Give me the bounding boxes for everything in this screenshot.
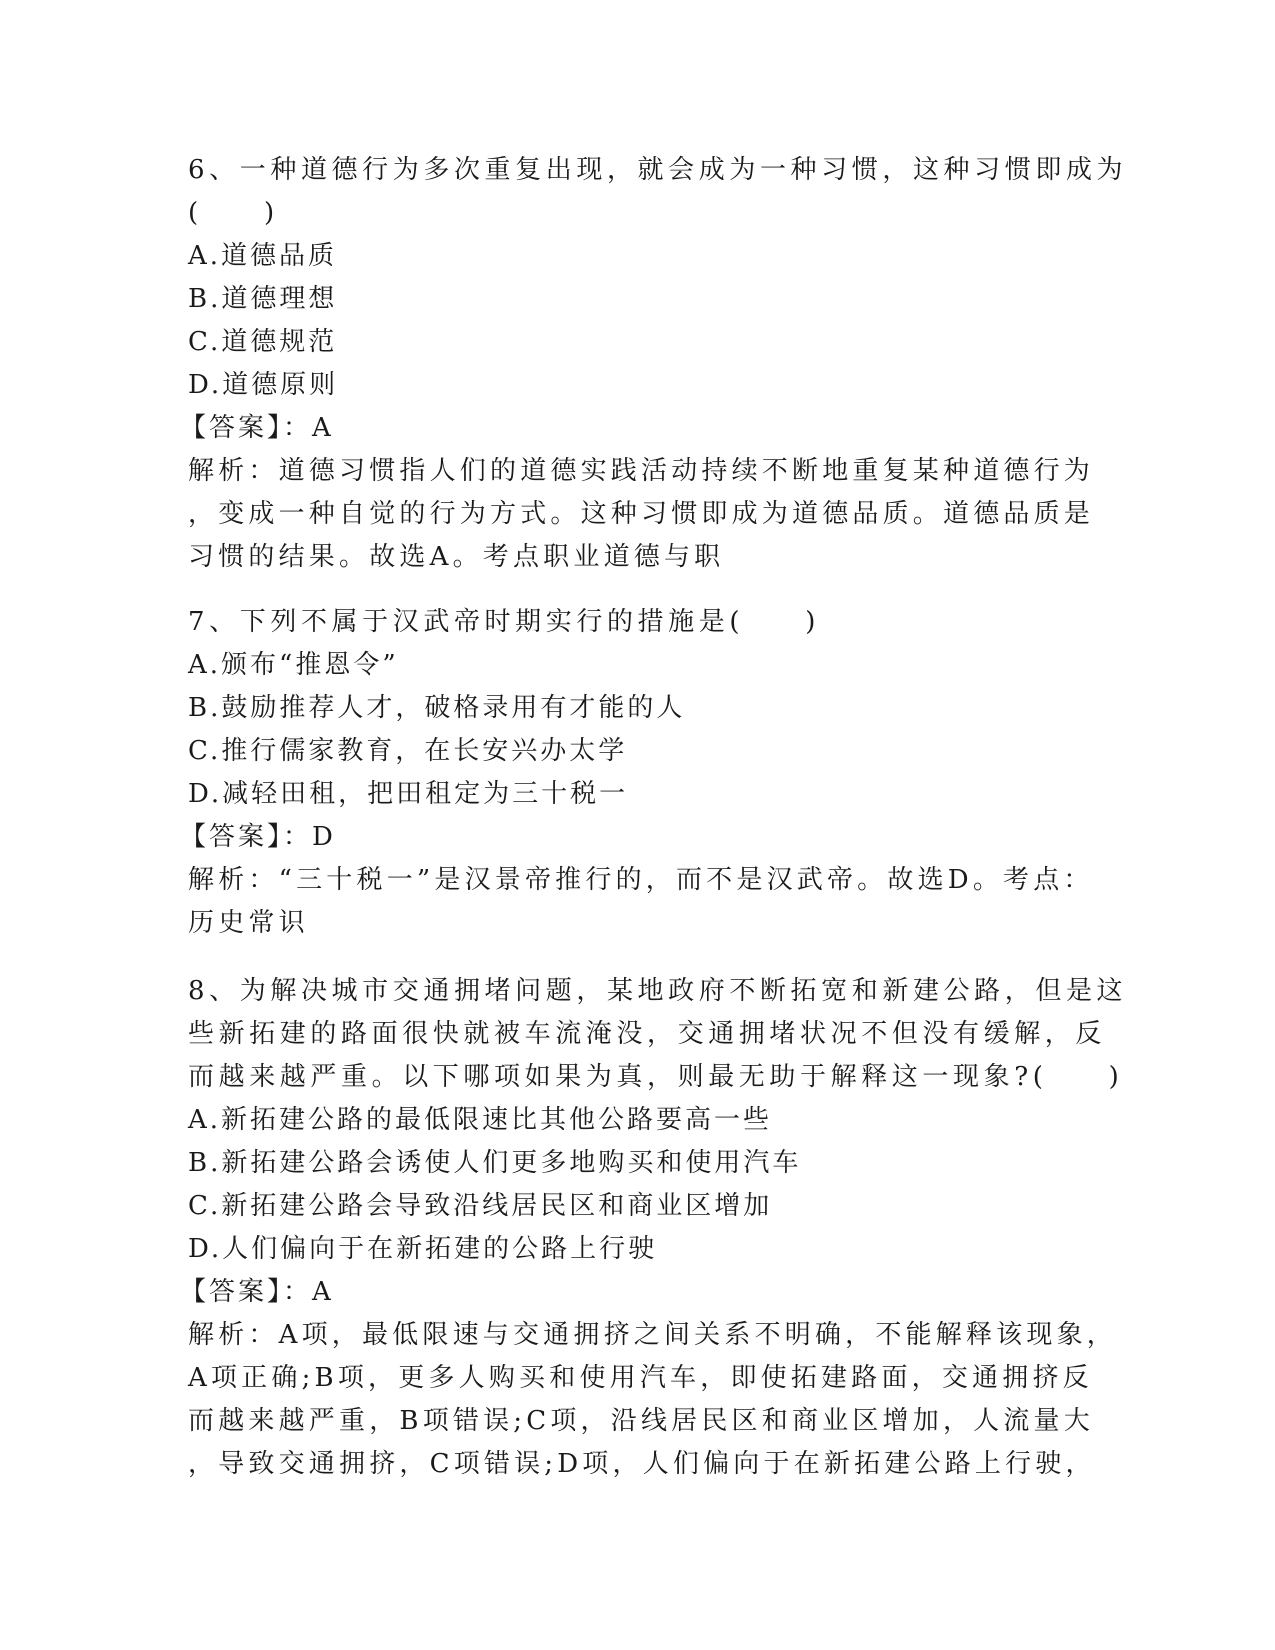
question-stem-line: 8、为解决城市交通拥堵问题，某地政府不断拓宽和新建公路，但是这 xyxy=(188,976,1128,1006)
option-c: C.道德规范 xyxy=(188,327,338,357)
option-c: C.新拓建公路会导致沿线居民区和商业区增加 xyxy=(188,1191,773,1221)
option-b: B.新拓建公路会诱使人们更多地购买和使用汽车 xyxy=(188,1148,802,1178)
option-d: D.道德原则 xyxy=(188,370,339,400)
question-7 xyxy=(180,601,1094,945)
analysis-line: ，导致交通拥挤，C项错误;D项，人们偏向于在新拓建公路上行驶， xyxy=(188,1449,1096,1479)
question-6 xyxy=(180,149,1128,579)
analysis-line: 解析：A项，最低限速与交通拥挤之间关系不明确，不能解释该现象， xyxy=(188,1320,1117,1350)
analysis-line: ，变成一种自觉的行为方式。这种习惯即成为道德品质。道德品质是 xyxy=(188,499,1095,529)
analysis-line: 而越来越严重，B项错误;C项，沿线居民区和商业区增加，人流量大 xyxy=(188,1406,1094,1436)
answer-label: 【答案】：A xyxy=(180,413,334,443)
analysis-line: 历史常识 xyxy=(188,908,309,938)
question-stem-line: 些新拓建的路面很快就被车流淹没，交通拥堵状况不但没有缓解，反 xyxy=(188,1019,1107,1049)
question-8 xyxy=(180,970,1128,1486)
option-a: A.道德品质 xyxy=(188,241,338,271)
question-stem-line: ( ) xyxy=(188,198,279,228)
option-d: D.人们偏向于在新拓建的公路上行驶 xyxy=(188,1234,658,1264)
question-stem-line: 而越来越严重。以下哪项如果为真，则最无助于解释这一现象?( ) xyxy=(188,1062,1124,1092)
option-a: A.新拓建公路的最低限速比其他公路要高一些 xyxy=(188,1105,773,1135)
option-a: A.颁布“推恩令” xyxy=(188,650,399,680)
option-c: C.推行儒家教育，在长安兴办太学 xyxy=(188,736,628,766)
question-stem-line: 6、一种道德行为多次重复出现，就会成为一种习惯，这种习惯即成为 xyxy=(188,155,1128,185)
option-b: B.鼓励推荐人才，破格录用有才能的人 xyxy=(188,693,686,723)
analysis-line: 解析：道德习惯指人们的道德实践活动持续不断地重复某种道德行为 xyxy=(188,456,1095,486)
question-stem-line: 7、下列不属于汉武帝时期实行的措施是( ) xyxy=(188,607,821,637)
answer-label: 【答案】：D xyxy=(180,822,336,852)
analysis-line: A项正确;B项，更多人购买和使用汽车，即使拓建路面，交通拥挤反 xyxy=(188,1363,1093,1393)
option-b: B.道德理想 xyxy=(188,284,338,314)
analysis-line: 习惯的结果。故选A。考点职业道德与职 xyxy=(188,542,725,572)
option-d: D.减轻田租，把田租定为三十税一 xyxy=(188,779,629,809)
answer-label: 【答案】：A xyxy=(180,1277,334,1307)
analysis-line: 解析：“三十税一”是汉景帝推行的，而不是汉武帝。故选D。考点： xyxy=(188,865,1094,895)
